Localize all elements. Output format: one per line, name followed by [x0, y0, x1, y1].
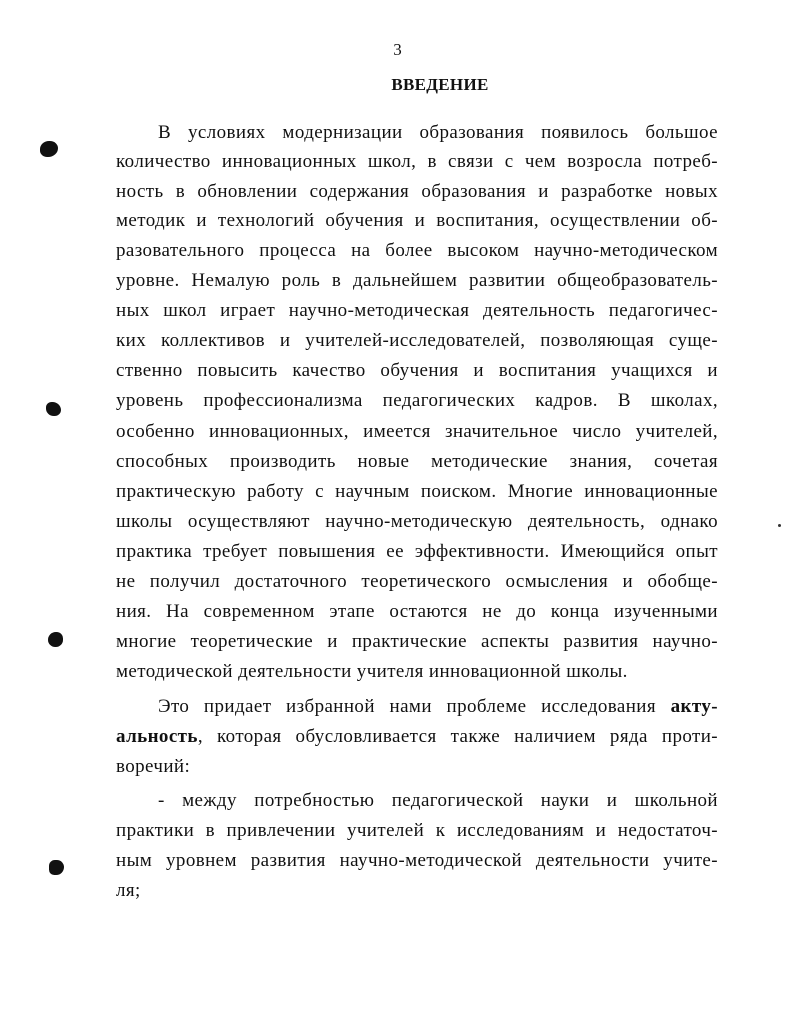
text-line: практика требует повышения ее эффективности. Имеющийся опыт: [116, 541, 718, 562]
margin-blot: [49, 860, 64, 875]
text-line: практическую работу с научным поиском. Многие инновационные: [116, 481, 718, 502]
text-line: способных производить новые методические знания, сочетая: [116, 451, 718, 472]
text-line: ность в обновлении содержания образования и разработке новых: [116, 181, 718, 202]
bold-term: акту-: [670, 696, 718, 717]
text-line: разовательного процесса на более высоком научно-методическом: [116, 240, 718, 261]
text-line: уровне. Немалую роль в дальнейшем развитии общеобразователь-: [116, 270, 718, 291]
margin-blot: [46, 402, 61, 416]
text-line: [116, 724, 718, 750]
margin-dot: [778, 524, 781, 527]
text-line: методической деятельности учителя инновационной школы.: [116, 661, 628, 682]
text-line: воречий:: [116, 756, 191, 777]
page-heading: ВВЕДЕНИЕ: [391, 75, 489, 94]
bold-term: альность: [116, 726, 198, 747]
text-line: методик и технологий обучения и воспитания, осуществлении об-: [116, 210, 718, 231]
text-run: Это придает избранной нами проблеме исследования: [158, 696, 671, 717]
text-line: ния. На современном этапе остаются не до конца изученными: [116, 601, 718, 622]
text-line: ным уровнем развития научно-методической деятельности учите-: [116, 850, 718, 871]
text-line: уровень профессионализма педагогических кадров. В школах,: [116, 390, 718, 411]
text-line: В условиях модернизации образования появилось большое: [158, 122, 718, 143]
text-line: не получил достаточного теоретического осмысления и обобще-: [116, 571, 718, 592]
text-run: , которая обусловливается также наличием ряда проти-: [197, 726, 718, 747]
text-line: количество инновационных школ, в связи с чем возросла потреб-: [116, 151, 718, 172]
text-line: многие теоретические и практические аспекты развития научно-: [116, 631, 718, 652]
text-line: ственно повысить качество обучения и воспитания учащихся и: [116, 360, 718, 381]
text-line: особенно инновационных, имеется значительное число учителей,: [116, 421, 718, 442]
text-line: ля;: [116, 880, 141, 901]
margin-blot: [40, 141, 58, 157]
text-line: практики в привлечении учителей к исследованиям и недостаточ-: [116, 820, 718, 841]
margin-blot: [48, 632, 63, 647]
page-number: 3: [393, 40, 402, 59]
text-line: ких коллективов и учителей-исследователей, позволяющая суще-: [116, 330, 718, 351]
text-line: [158, 694, 718, 720]
text-line: школы осуществляют научно-методическую деятельность, однако: [116, 511, 718, 532]
text-line: ных школ играет научно-методическая деятельность педагогичес-: [116, 300, 718, 321]
text-line: - между потребностью педагогической науки и школьной: [158, 790, 718, 811]
